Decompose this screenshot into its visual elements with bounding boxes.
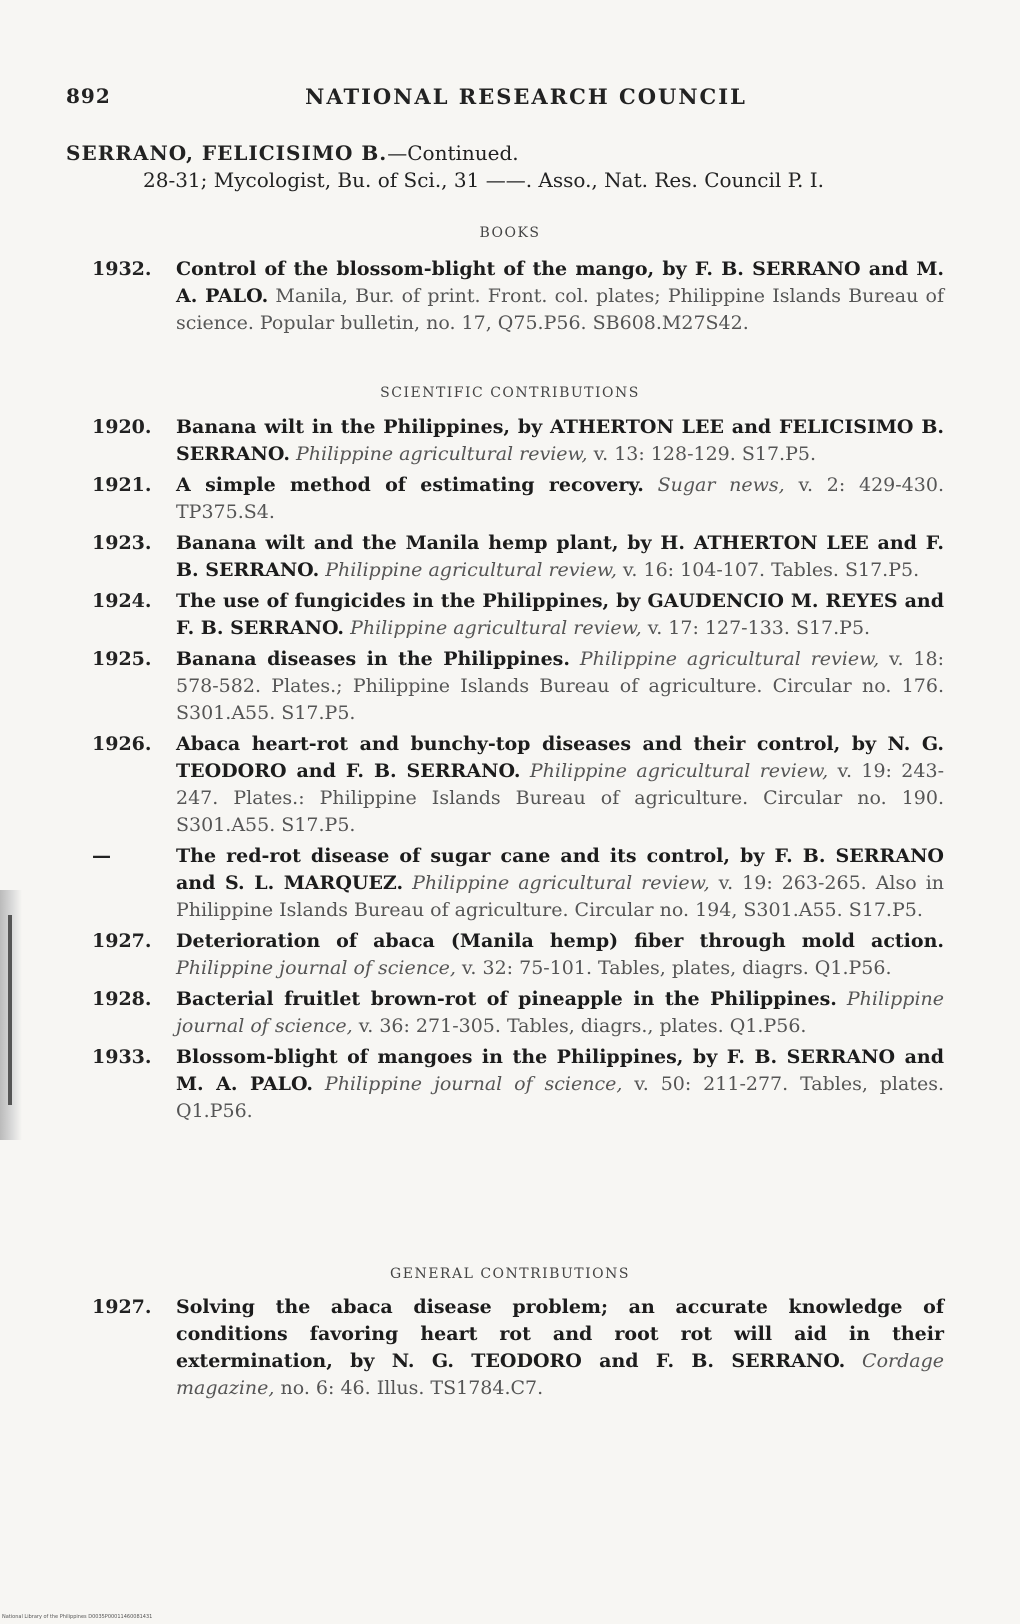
citation-details: v. 2: 429-430. TP375.S4.: [176, 474, 944, 523]
citation-year: 1924.: [92, 590, 152, 612]
citation-details: v. 19: 263-265. Also in Philippine Islands Bureau of agriculture. Circular no. 194, S301.A55. S17.P5.: [176, 872, 945, 921]
general-list: [92, 1294, 944, 1406]
citation-title: Bacterial fruitlet brown-rot of pineapple in the Philippines.: [176, 988, 837, 1010]
scientific-list: [92, 414, 944, 1129]
author-block: [66, 140, 946, 194]
citation-title: Deterioration of abaca (Manila hemp) fiber through mold action.: [176, 930, 944, 952]
citation-details: v. 18: 578-582. Plates.; Philippine Islands Bureau of agriculture. Circular no. 176. S301.A55. S17.P5.: [176, 648, 944, 724]
citation-details: v. 16: 104-107. Tables. S17.P5.: [616, 559, 920, 581]
citation-details: v. 32: 75-101. Tables, plates, diagrs. Q1.P56.: [455, 957, 892, 979]
citation-year: 1927.: [92, 1296, 152, 1318]
citation-entry: [92, 588, 944, 642]
citation-title: Solving the abaca disease problem; an accurate knowledge of conditions favoring heart rot and root rot will aid in their extermination, by N. G. TEODORO and F. B. SERRANO.: [176, 1296, 944, 1372]
citation-publication: Philippine journal of science,: [313, 1073, 623, 1095]
citation-year: 1926.: [92, 733, 152, 755]
citation-entry: [92, 472, 944, 526]
citation-year: 1928.: [92, 988, 152, 1010]
citation-details: no. 6: 46. Illus. TS1784.C7.: [274, 1377, 544, 1399]
citation-publication: Philippine agricultural review,: [319, 559, 617, 581]
citation-title: Banana wilt in the Philippines, by ATHERTON LEE and FELICISIMO B. SERRANO.: [176, 416, 944, 465]
continued-label: —Continued.: [387, 141, 519, 165]
citation-entry: [92, 986, 944, 1040]
author-bio: 28-31; Mycologist, Bu. of Sci., 31 ——. Asso., Nat. Res. Council P. I.: [143, 168, 825, 192]
section-heading-general: GENERAL CONTRIBUTIONS: [390, 1266, 630, 1282]
citation-year: 1925.: [92, 648, 152, 670]
citation-publication: Sugar news,: [643, 474, 785, 496]
citation-details: v. 17: 127-133. S17.P5.: [641, 617, 871, 639]
citation-year: 1920.: [92, 416, 152, 438]
citation-publication: Philippine agricultural review,: [520, 760, 829, 782]
citation-entry: [92, 1294, 944, 1402]
citation-publication: Philippine agricultural review,: [344, 617, 642, 639]
citation-title: Banana diseases in the Philippines.: [176, 648, 570, 670]
citation-year: —: [92, 845, 111, 867]
citation-publication: Philippine journal of science,: [176, 988, 944, 1037]
citation-entry: [92, 731, 944, 839]
citation-year: 1927.: [92, 930, 152, 952]
running-head: NATIONAL RESEARCH COUNCIL: [305, 84, 747, 109]
citation-title: The use of fungicides in the Philippines, by GAUDENCIO M. REYES and F. B. SERRANO.: [176, 590, 944, 639]
citation-publication: Philippine agricultural review,: [403, 872, 710, 894]
scan-footer: National Library of the Philippines D0035P00011460081431: [2, 1614, 153, 1620]
books-list: [92, 256, 944, 341]
citation-publication: Philippine journal of science,: [176, 957, 456, 979]
citation-year: 1921.: [92, 474, 152, 496]
section-heading-books: BOOKS: [479, 225, 541, 241]
citation-publication: Cordage magazine,: [176, 1350, 944, 1399]
page-header: [66, 84, 946, 120]
citation-entry: [92, 414, 944, 468]
citation-publication: Philippine agricultural review,: [569, 648, 880, 670]
citation-details: Manila, Bur. of print. Front. col. plates; Philippine Islands Bureau of science. Popular bulletin, no. 17, Q75.P56. SB608.M27S42.: [176, 285, 944, 334]
section-heading-scientific: SCIENTIFIC CONTRIBUTIONS: [380, 385, 640, 401]
citation-entry: [92, 646, 944, 727]
citation-details: v. 13: 128-129. S17.P5.: [587, 443, 816, 465]
citation-entry: [92, 1044, 944, 1125]
citation-publication: Philippine agricultural review,: [289, 443, 588, 465]
citation-details: v. 36: 271-305. Tables, diagrs., plates. Q1.P56.: [352, 1015, 807, 1037]
citation-title: A simple method of estimating recovery.: [176, 474, 644, 496]
citation-title: Blossom-blight of mangoes in the Philippines, by F. B. SERRANO and M. A. PALO.: [176, 1046, 944, 1095]
citation-title: Control of the blossom-blight of the mango, by F. B. SERRANO and M. A. PALO.: [176, 258, 944, 307]
citation-title: The red-rot disease of sugar cane and its control, by F. B. SERRANO and S. L. MARQUEZ.: [176, 845, 944, 894]
citation-details: v. 19: 243-247. Plates.: Philippine Islands Bureau of agriculture. Circular no. 190. S301.A55. S17.P5.: [176, 760, 944, 836]
citation-year: 1933.: [92, 1046, 152, 1068]
citation-title: Abaca heart-rot and bunchy-top diseases and their control, by N. G. TEODORO and F. B. SERRANO.: [176, 733, 944, 782]
citation-year: 1923.: [92, 532, 152, 554]
citation-entry: [92, 928, 944, 982]
page-number: 892: [66, 84, 111, 108]
citation-entry: [92, 843, 944, 924]
author-name: SERRANO, FELICISIMO B.: [66, 141, 388, 165]
citation-title: Banana wilt and the Manila hemp plant, by H. ATHERTON LEE and F. B. SERRANO.: [176, 532, 944, 581]
citation-entry: [92, 256, 944, 337]
citation-details: v. 50: 211-277. Tables, plates. Q1.P56.: [176, 1073, 945, 1122]
citation-year: 1932.: [92, 258, 152, 280]
citation-entry: [92, 530, 944, 584]
scan-edge-bar: [8, 915, 12, 1105]
